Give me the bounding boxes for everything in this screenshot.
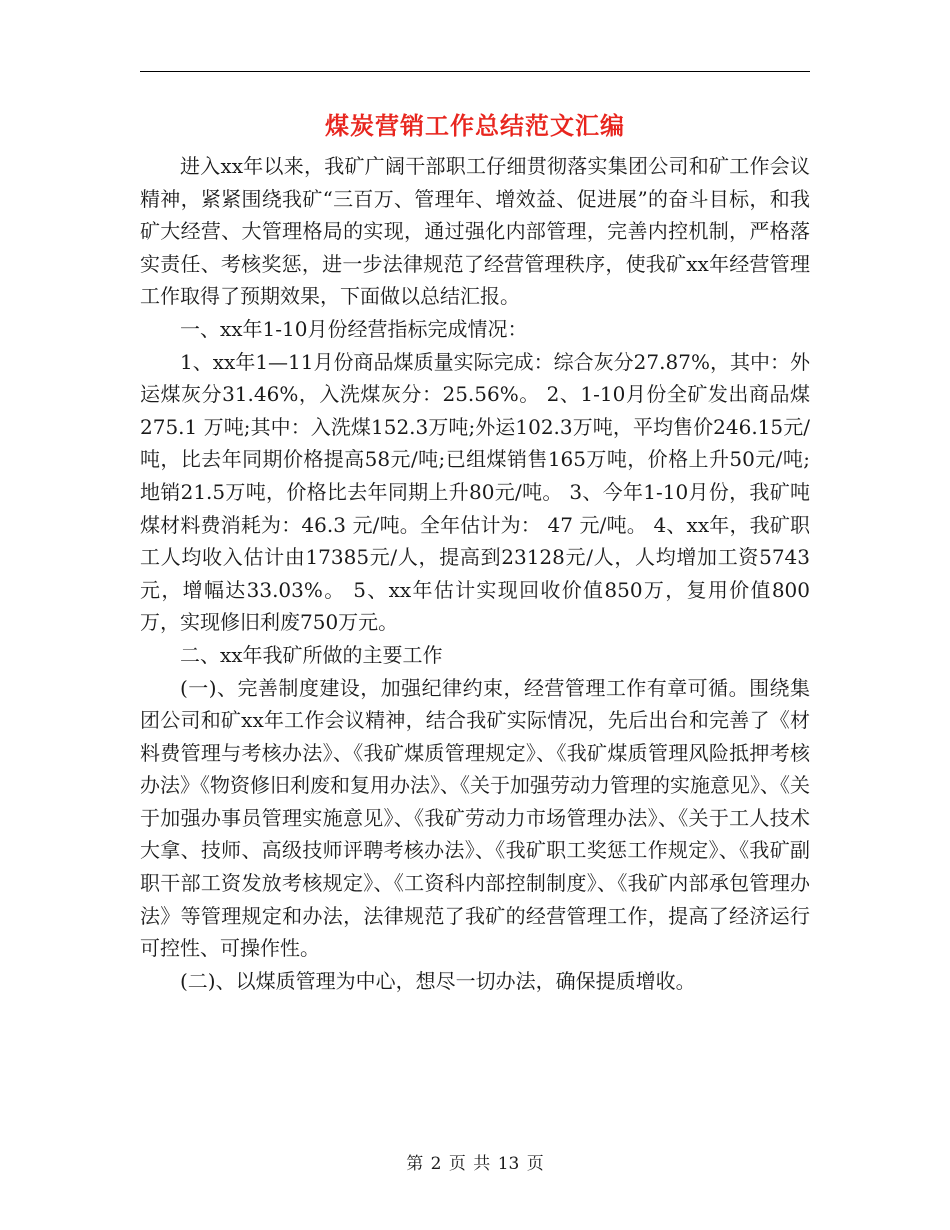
section-heading-1: 一、xx年1-10月份经营指标完成情况： xyxy=(180,316,528,341)
document-body xyxy=(140,150,810,997)
paragraph-indicators: 1、xx年1—11月份商品煤质量实际完成：综合灰分27.87%，其中：外运煤灰分31.46%，入洗煤灰分：25.56%。 2、1-10月份全矿发出商品煤275.1 万吨;其中：入洗煤152.3万吨;外运102.3万吨，平均售价246.15元/吨，比去年同期价格提高58元/吨;已组煤销售165万吨，价格上升50元/吨;地销21.5万吨，价格比去年同期上升80元/吨。 3、今年1-10月份，我矿吨煤材料费消耗为：46.3 元/吨。全年估计为： 47 元/吨。 4、xx年，我矿职工人均收入估计由17385元/人，提高到23128元/人，人均增加工资5743元，增幅达33.03%。 5、xx年估计实现回收价值850万，复用价值800万，实现修旧利废750万元。 xyxy=(140,349,810,635)
paragraph-coal-quality: (二)、以煤质管理为中心，想尽一切办法，确保提质增收。 xyxy=(180,968,696,993)
document-title: 煤炭营销工作总结范文汇编 xyxy=(325,111,625,140)
paragraph-system-building: (一)、完善制度建设，加强纪律约束，经营管理工作有章可循。围绕集团公司和矿xx年工作会议精神，结合我矿实际情况，先后出台和完善了《材料费管理与考核办法》、《我矿煤质管理规定》、《我矿煤质管理风险抵押考核办法》《物资修旧利废和复用办法》、《关于加强劳动力管理的实施意见》、《关于加强办事员管理实施意见》、《我矿劳动力市场管理办法》、《关于工人技术大拿、技师、高级技师评聘考核办法》、《我矿职工奖惩工作规定》、《我矿副职干部工资发放考核规定》、《工资科内部控制制度》、《我矿内部承包管理办法》等管理规定和办法，法律规范了我矿的经营管理工作，提高了经济运行可控性、可操作性。 xyxy=(140,675,810,961)
paragraph-intro: 进入xx年以来，我矿广阔干部职工仔细贯彻落实集团公司和矿工作会议精神，紧紧围绕我矿“三百万、管理年、增效益、促进展”的奋斗目标，和我矿大经营、大管理格局的实现，通过强化内部管理，完善内控机制，严格落实责任、考核奖惩，进一步法律规范了经营管理秩序，使我矿xx年经营管理工作取得了预期效果，下面做以总结汇报。 xyxy=(140,154,810,309)
section-heading-2: 二、xx年我矿所做的主要工作 xyxy=(180,642,443,667)
page-number: 第 2 页 共 13 页 xyxy=(406,1154,544,1174)
header-rule xyxy=(140,71,810,72)
